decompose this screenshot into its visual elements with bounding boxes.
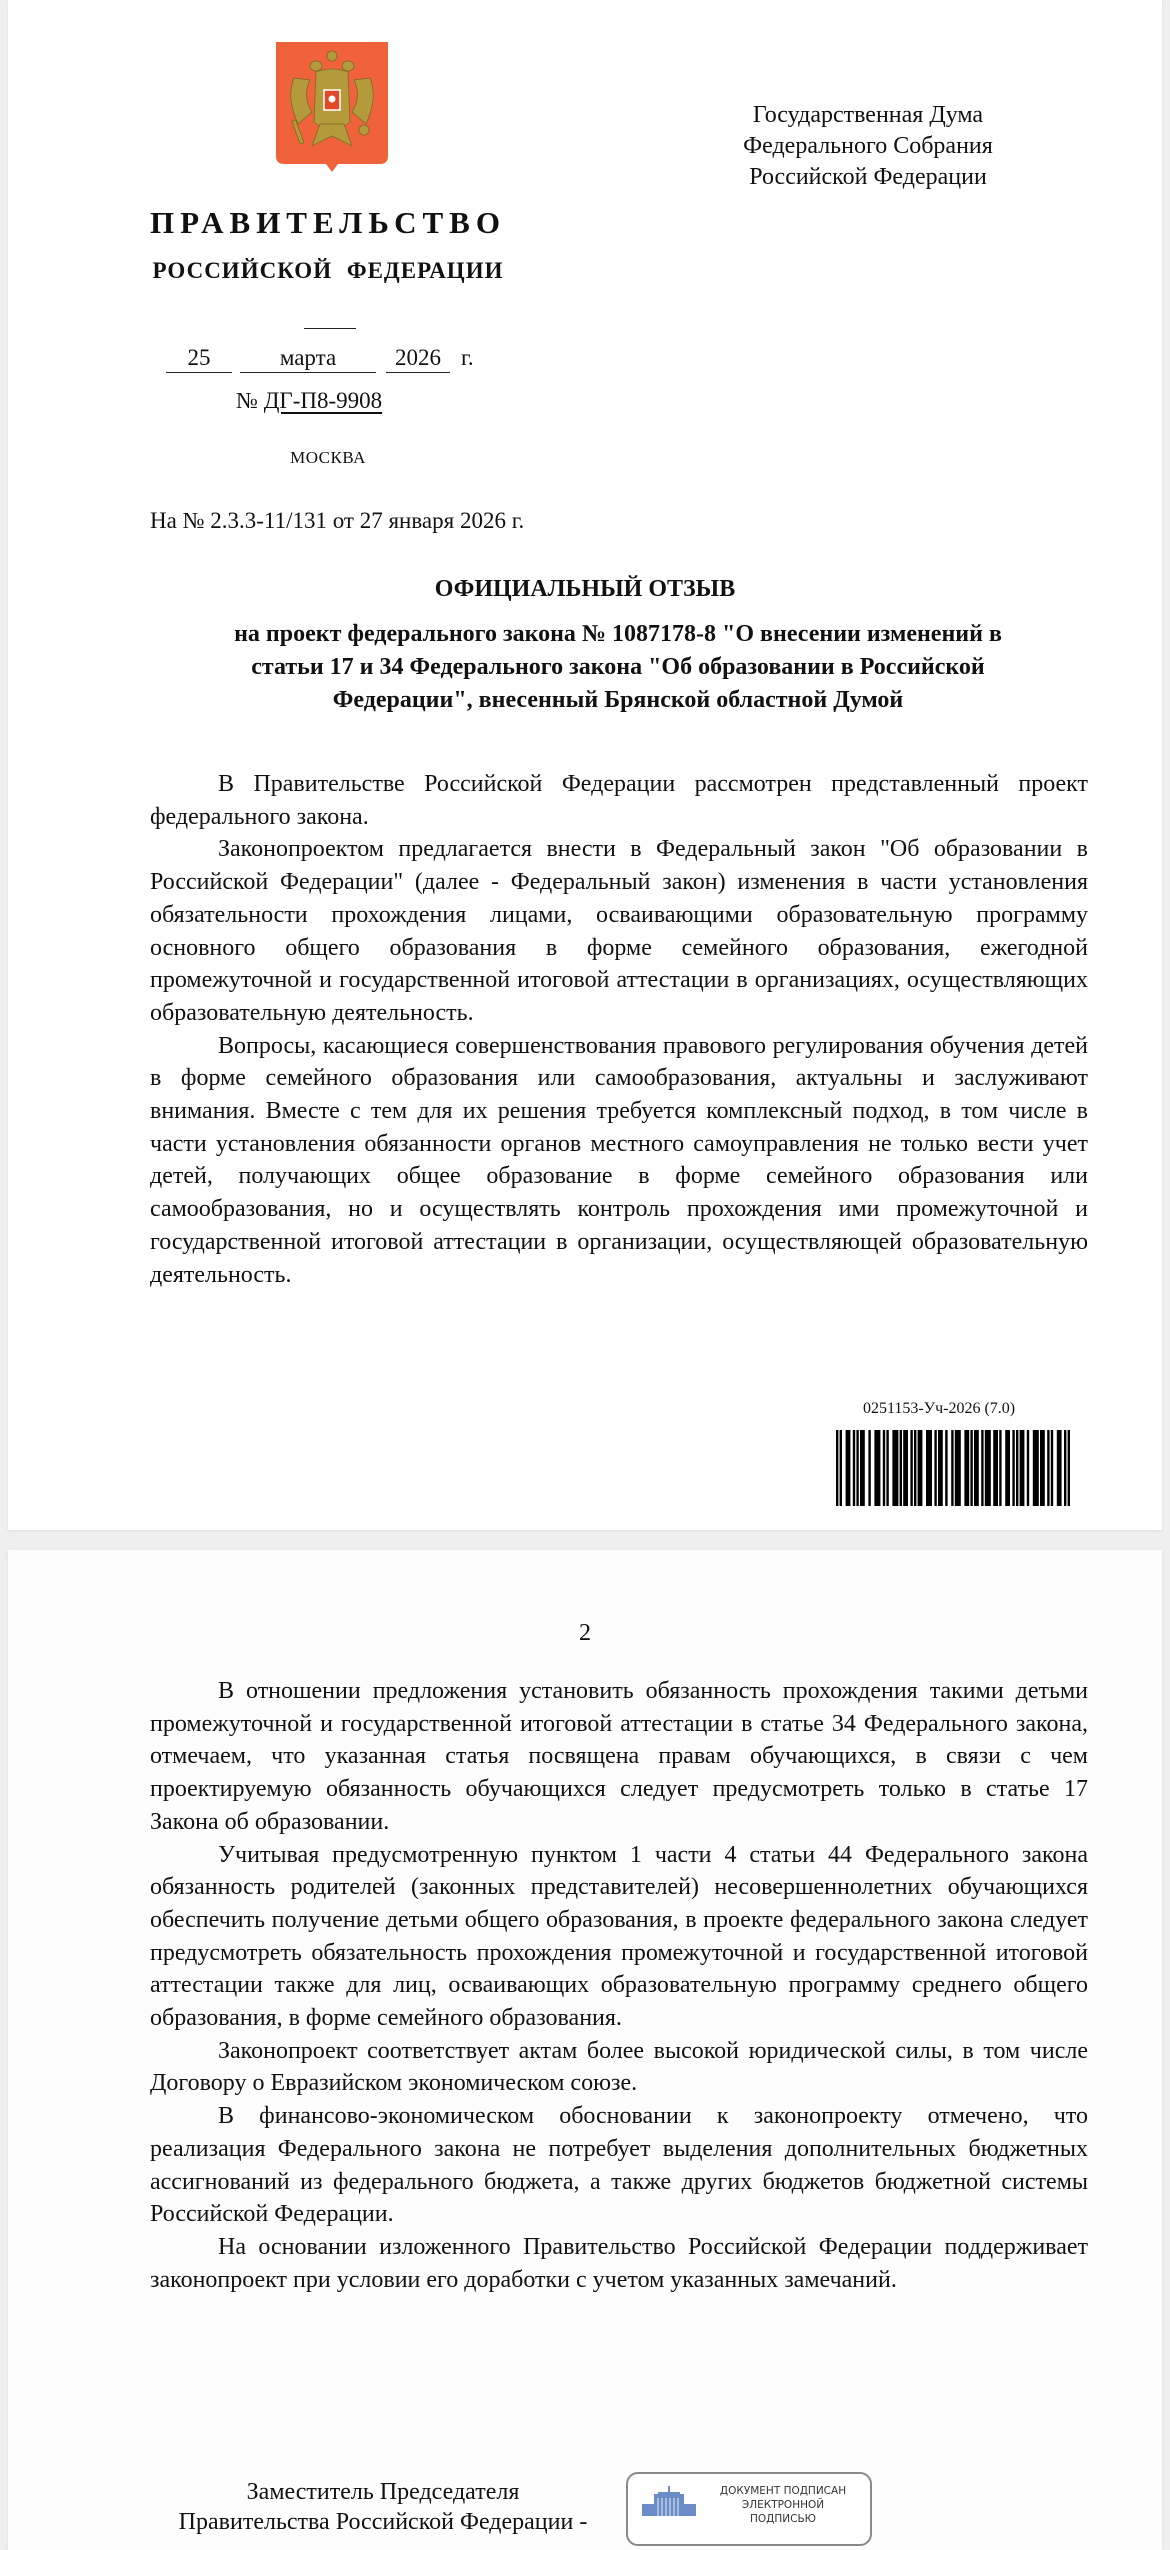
- addressee-line: Государственная Дума: [752, 102, 984, 128]
- divider: [304, 328, 356, 329]
- barcode-bar: [1016, 1430, 1018, 1506]
- reference-number: На № 2.3.3-11/131 от 27 января 2026 г.: [150, 508, 525, 533]
- barcode-bar: [1064, 1430, 1066, 1506]
- paragraph: Законопроект соответствует актам более высокой юридической силы, в том числе Договору о Евразийском экономическом союзе.: [150, 2037, 1088, 2097]
- paragraph: В финансово-экономическом обосновании к законопроекту отмечено, что реализация Федерального закона не потребует выделения дополнительных бюджетных ассигнований из федерального бюджета, а также других бюджетов бюджетной системы Российской Федерации.: [150, 2103, 1088, 2228]
- barcode-bar: [860, 1430, 865, 1506]
- document-title: ОФИЦИАЛЬНЫЙ ОТЗЫВ: [434, 576, 736, 602]
- barcode-bar: [840, 1430, 842, 1506]
- barcode-bar: [1051, 1430, 1053, 1506]
- addressee-line: Федерального Собрания: [743, 133, 993, 159]
- barcode-bar: [1012, 1430, 1014, 1506]
- barcode-bar: [974, 1430, 979, 1506]
- electronic-signature-stamp: [626, 2472, 872, 2546]
- barcode-bar: [868, 1430, 870, 1506]
- paragraph: Законопроектом предлагается внести в Федеральный закон "Об образовании в Российской Федерации" (далее - Федеральный закон) изменения в части установления обязательности прохождения лицами, осваивающими образовательную программу основного общего образования в форме семейного образования, ежегодной промежуточной и государственной итоговой аттестации в организациях, осуществляющих образовательную деятельность.: [150, 836, 1088, 1026]
- registration-number: [236, 388, 382, 414]
- barcode-bar: [1033, 1430, 1039, 1506]
- barcode-bar: [853, 1430, 855, 1506]
- regno-value: ДГ-П8-9908: [263, 388, 383, 413]
- page-number: 2: [579, 1620, 591, 1646]
- barcode-bar: [892, 1430, 898, 1506]
- barcode-bar: [846, 1430, 851, 1506]
- paragraph: В Правительстве Российской Федерации рассмотрен представленный проект федерального закона.: [150, 771, 1088, 830]
- government-building-icon: [640, 2486, 698, 2516]
- signer-line: Правительства Российской Федерации -: [178, 2509, 588, 2535]
- barcode-bar: [1020, 1430, 1025, 1506]
- sender-subtitle: РОССИЙСКОЙ ФЕДЕРАЦИИ: [152, 258, 504, 283]
- barcode-bar: [1005, 1430, 1010, 1506]
- sender-title: ПРАВИТЕЛЬСТВО: [150, 205, 506, 240]
- barcode-bar: [934, 1430, 936, 1506]
- paragraph: На основании изложенного Правительство Российской Федерации поддерживает законопроект при условии его доработки с учетом указанных замечаний.: [150, 2233, 1088, 2293]
- barcode-bar: [1068, 1430, 1070, 1506]
- barcode-bar: [926, 1430, 932, 1506]
- barcode-bar: [1027, 1430, 1029, 1506]
- document-page-1: [8, 0, 1162, 1530]
- barcode-bar: [964, 1430, 969, 1506]
- barcode-bar: [970, 1430, 972, 1506]
- coat-of-arms-icon: [272, 38, 392, 178]
- barcode-bar: [836, 1430, 838, 1506]
- barcode-bar: [955, 1430, 961, 1506]
- signer-line: Заместитель Председателя: [246, 2479, 520, 2505]
- barcode-bar: [856, 1430, 858, 1506]
- document-page-2: [8, 1550, 1162, 2550]
- barcode-bar: [951, 1430, 953, 1506]
- paragraph: Вопросы, касающиеся совершенствования правового регулирования обучения детей в форме семейного образования или самообразования, актуальны и заслуживают внимания. Вместе с тем для их решения требуется комплексный подход, в том числе в части установления обязанности органов местного самоуправления не только вести учет детей, получающих общее образование в форме семейного образования или самообразования, но и осуществлять контроль прохождения ими промежуточной и государственной итоговой аттестации в организации, осуществляющей образовательную деятельность.: [150, 1032, 1088, 1288]
- barcode-bar: [918, 1430, 923, 1506]
- barcode-bar: [945, 1430, 947, 1506]
- date-suffix: г.: [461, 345, 474, 370]
- date-day: 25: [166, 344, 232, 373]
- barcode-bar: [981, 1430, 983, 1506]
- barcode-bar: [883, 1430, 885, 1506]
- paragraph: В отношении предложения установить обязанность прохождения такими детьми промежуточной и государственной итоговой аттестации в статье 34 Федерального закона, отмечаем, что указанная статья посвящена правам обучающихся, в связи с чем проектируемую обязанность обучающихся следует предусмотреть только в статье 17 Закона об образовании.: [150, 1678, 1088, 1835]
- esign-line: ДОКУМЕНТ ПОДПИСАН: [719, 2485, 847, 2497]
- signer-title: [148, 2477, 618, 2537]
- regno-prefix: №: [236, 388, 258, 413]
- barcode-bar: [1040, 1430, 1045, 1506]
- city: МОСКВА: [290, 448, 366, 467]
- document-subtitle: на проект федерального закона № 1087178-8 "О внесении изменений в статьи 17 и 34 Федерального закона "Об образовании в Российской Федерации", внесенный Брянской областной Думой: [234, 621, 1002, 713]
- barcode-bar: [999, 1430, 1001, 1506]
- esign-text: [708, 2484, 858, 2526]
- barcode-bar: [910, 1430, 912, 1506]
- date-year: 2026: [386, 344, 450, 373]
- barcode-bar: [1057, 1430, 1062, 1506]
- barcode-bar: [900, 1430, 902, 1506]
- barcode-bar: [985, 1430, 991, 1506]
- body-text: [150, 768, 1088, 1291]
- barcode-bar: [914, 1430, 916, 1506]
- barcode-bar: [993, 1430, 998, 1506]
- barcode-bar: [1047, 1430, 1049, 1506]
- addressee-line: Российской Федерации: [749, 164, 987, 190]
- date-month: марта: [240, 344, 376, 373]
- body-text: [150, 1675, 1088, 2296]
- esign-line: ЭЛЕКТРОННОЙ ПОДПИСЬЮ: [741, 2499, 825, 2525]
- barcode-bar: [938, 1430, 943, 1506]
- barcode-label: 0251153-Уч-2026 (7.0): [863, 1400, 1016, 1417]
- barcode-bar: [886, 1430, 888, 1506]
- barcode-icon: [836, 1430, 1098, 1506]
- barcode-bar: [903, 1430, 908, 1506]
- barcode-bar: [874, 1430, 880, 1506]
- paragraph: Учитывая предусмотренную пунктом 1 части 4 статьи 44 Федерального закона обязанность родителей (законных представителей) несовершеннолетних обучающихся обеспечить получение детьми общего образования, в проекте федерального закона следует предусмотреть обязательность прохождения промежуточной и государственной итоговой аттестации также для лиц, осваивающих образовательную программу среднего общего образования, в форме семейного образования.: [150, 1841, 1088, 2032]
- addressee: [688, 100, 1048, 193]
